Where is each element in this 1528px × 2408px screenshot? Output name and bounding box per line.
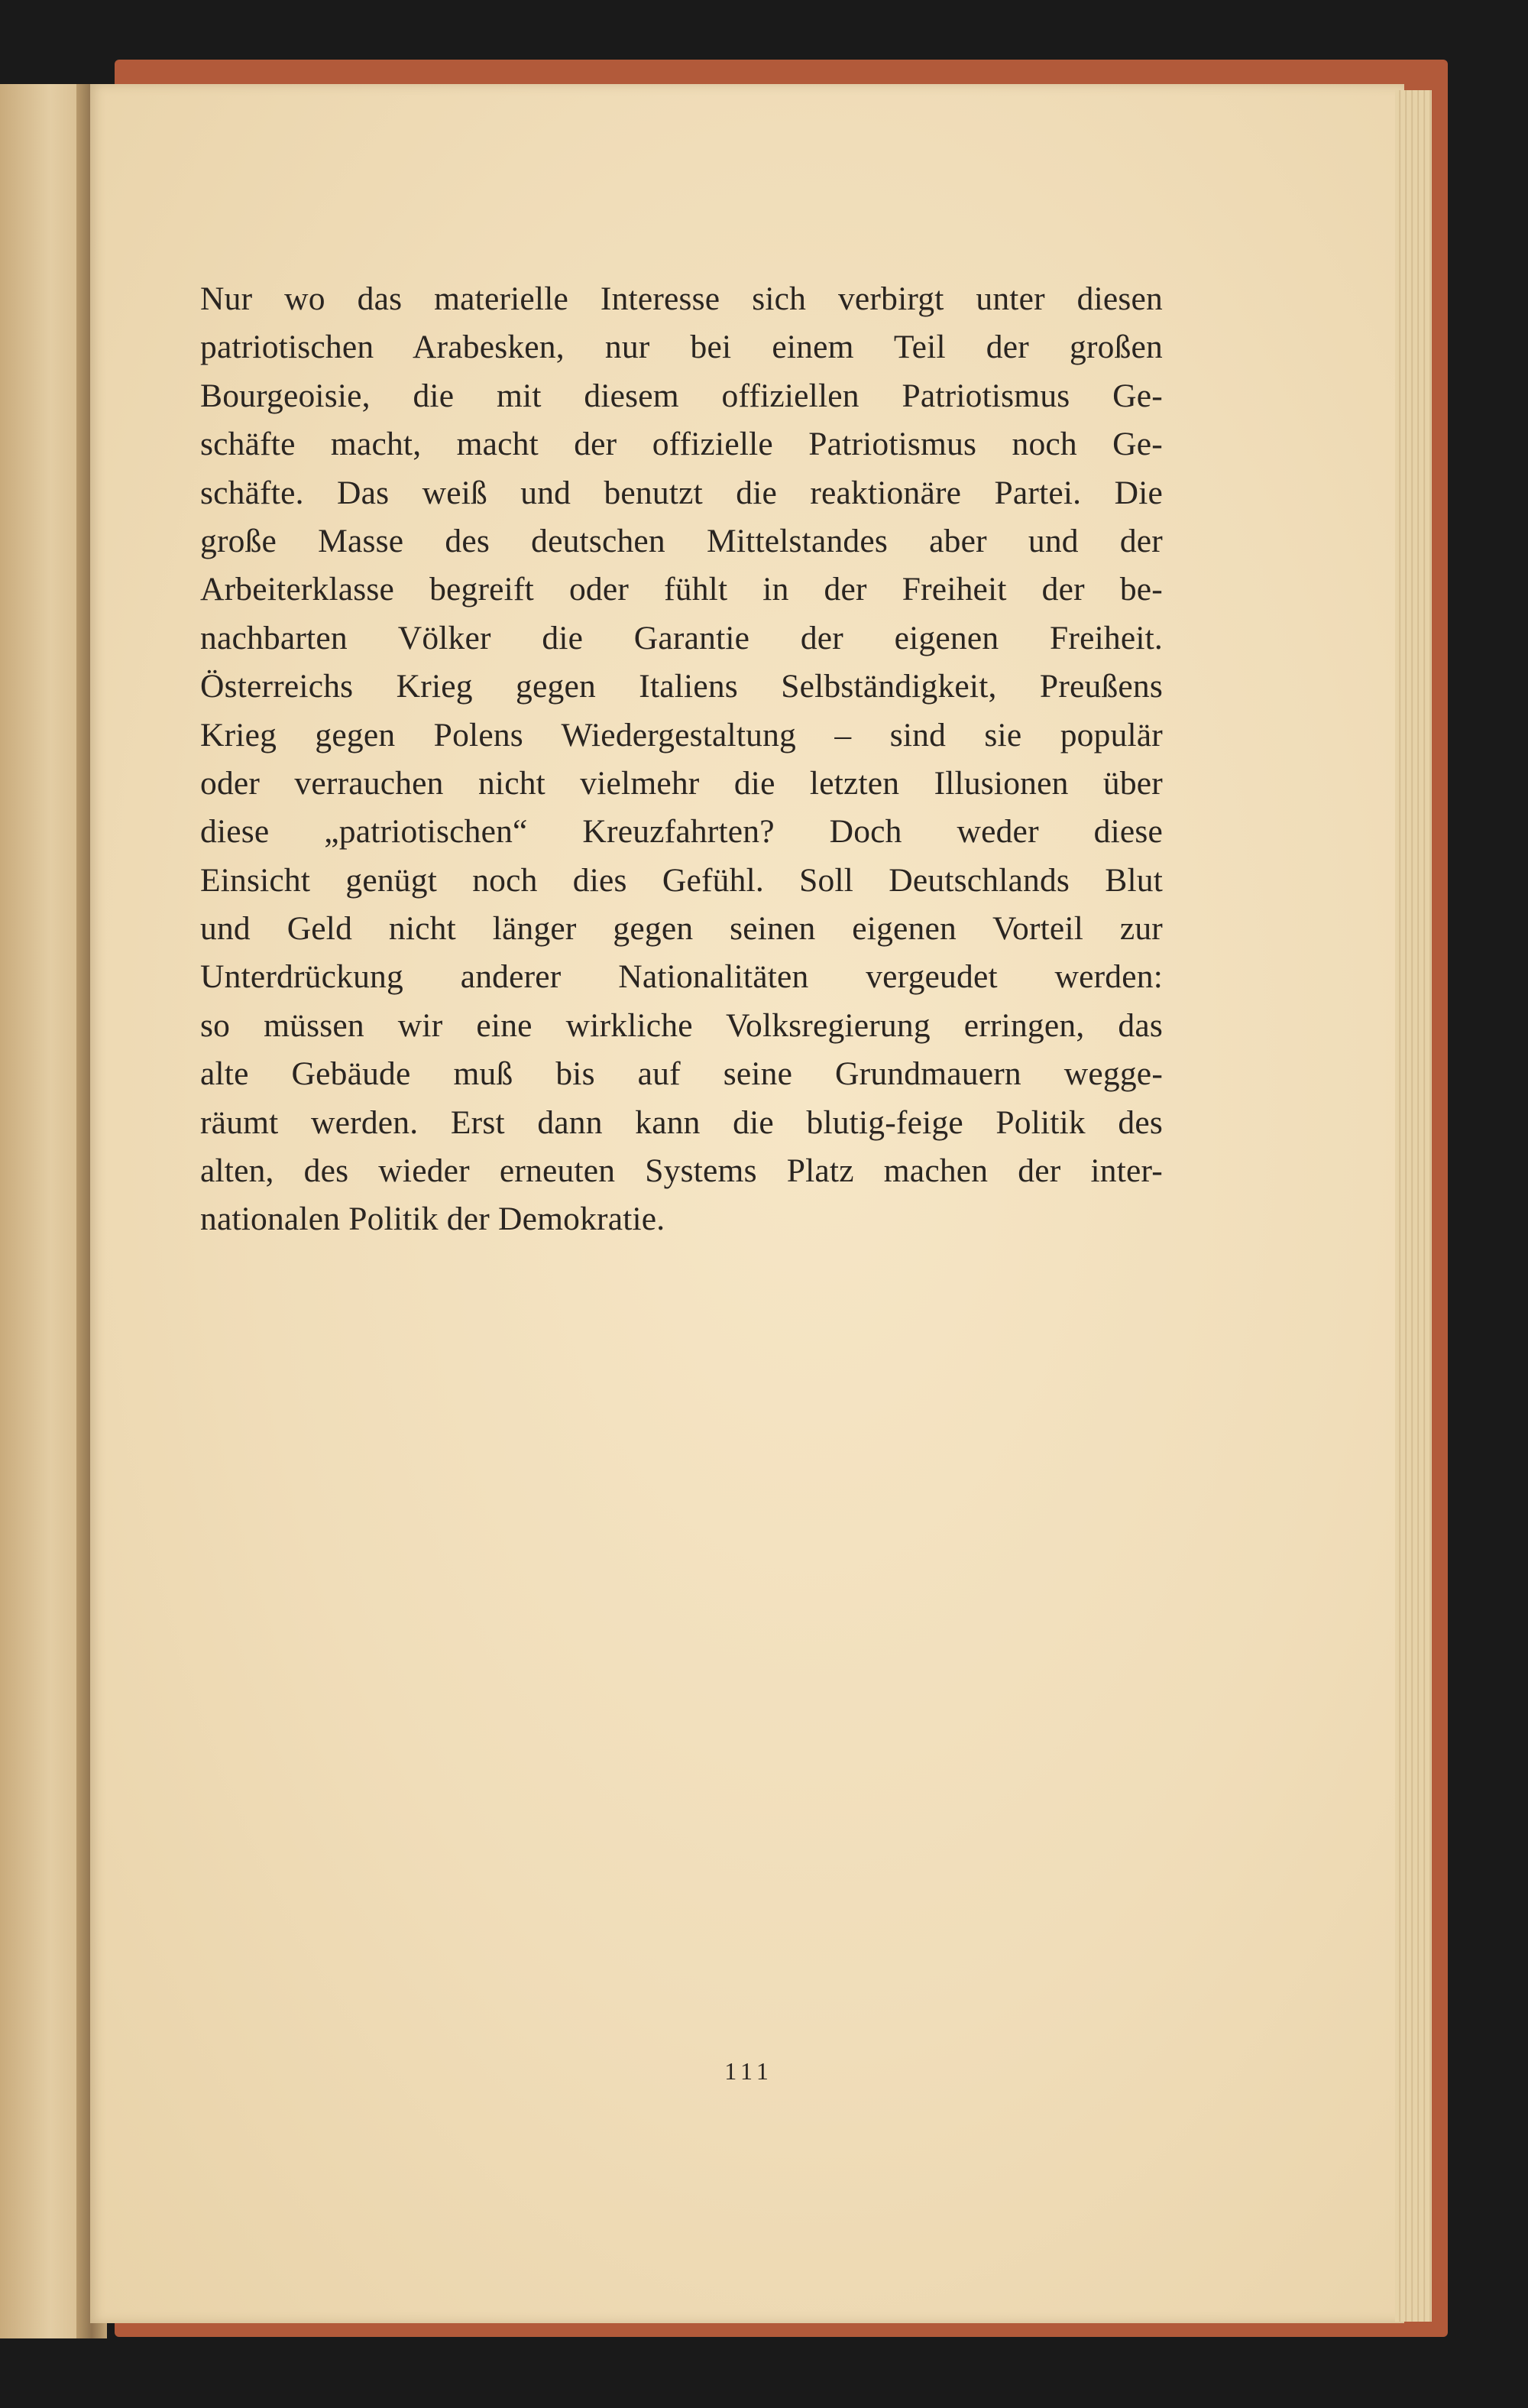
text-line: schäfte macht, macht der offizielle Patriotismus noch Ge-: [200, 426, 1163, 463]
text-line: nationalen Politik der Demokratie.: [200, 1201, 665, 1238]
text-line: und Geld nicht länger gegen seinen eigenen Vorteil zur: [200, 910, 1163, 948]
text-line: räumt werden. Erst dann kann die blutig-feige Politik des: [200, 1104, 1163, 1141]
text-line: so müssen wir eine wirkliche Volksregierung erringen, das: [200, 1006, 1163, 1044]
body-text: [200, 275, 1163, 1244]
text-line: oder verrauchen nicht vielmehr die letzten Illusionen über: [200, 764, 1163, 802]
text-line: schäfte. Das weiß und benutzt die reaktionäre Partei. Die: [200, 474, 1163, 511]
text-line: alte Gebäude muß bis auf seine Grundmauern wegge-: [200, 1055, 1163, 1093]
text-line: alten, des wieder erneuten Systems Platz machen der inter-: [200, 1152, 1163, 1190]
text-line: patriotischen Arabesken, nur bei einem Teil der großen: [200, 329, 1163, 366]
page-number: 111: [724, 2057, 773, 2085]
text-line: Österreichs Krieg gegen Italiens Selbständigkeit, Preußens: [200, 668, 1163, 705]
text-line: Einsicht genügt noch dies Gefühl. Soll Deutschlands Blut: [200, 861, 1163, 899]
text-line: Krieg gegen Polens Wiedergestaltung – sind sie populär: [200, 716, 1163, 754]
page-edges: [1395, 90, 1432, 2322]
text-line: nachbarten Völker die Garantie der eigenen Freiheit.: [200, 619, 1163, 656]
text-line: diese „patriotischen“ Kreuzfahrten? Doch weder diese: [200, 813, 1163, 851]
text-line: Bourgeoisie, die mit diesem offiziellen Patriotismus Ge-: [200, 377, 1163, 414]
text-line: große Masse des deutschen Mittelstandes aber und der: [200, 522, 1163, 559]
text-line: Unterdrückung anderer Nationalitäten vergeudet werden:: [200, 958, 1163, 996]
text-line: Arbeiterklasse begreift oder fühlt in der Freiheit der be-: [200, 571, 1163, 608]
text-line: Nur wo das materielle Interesse sich verbirgt unter diesen: [200, 280, 1163, 317]
